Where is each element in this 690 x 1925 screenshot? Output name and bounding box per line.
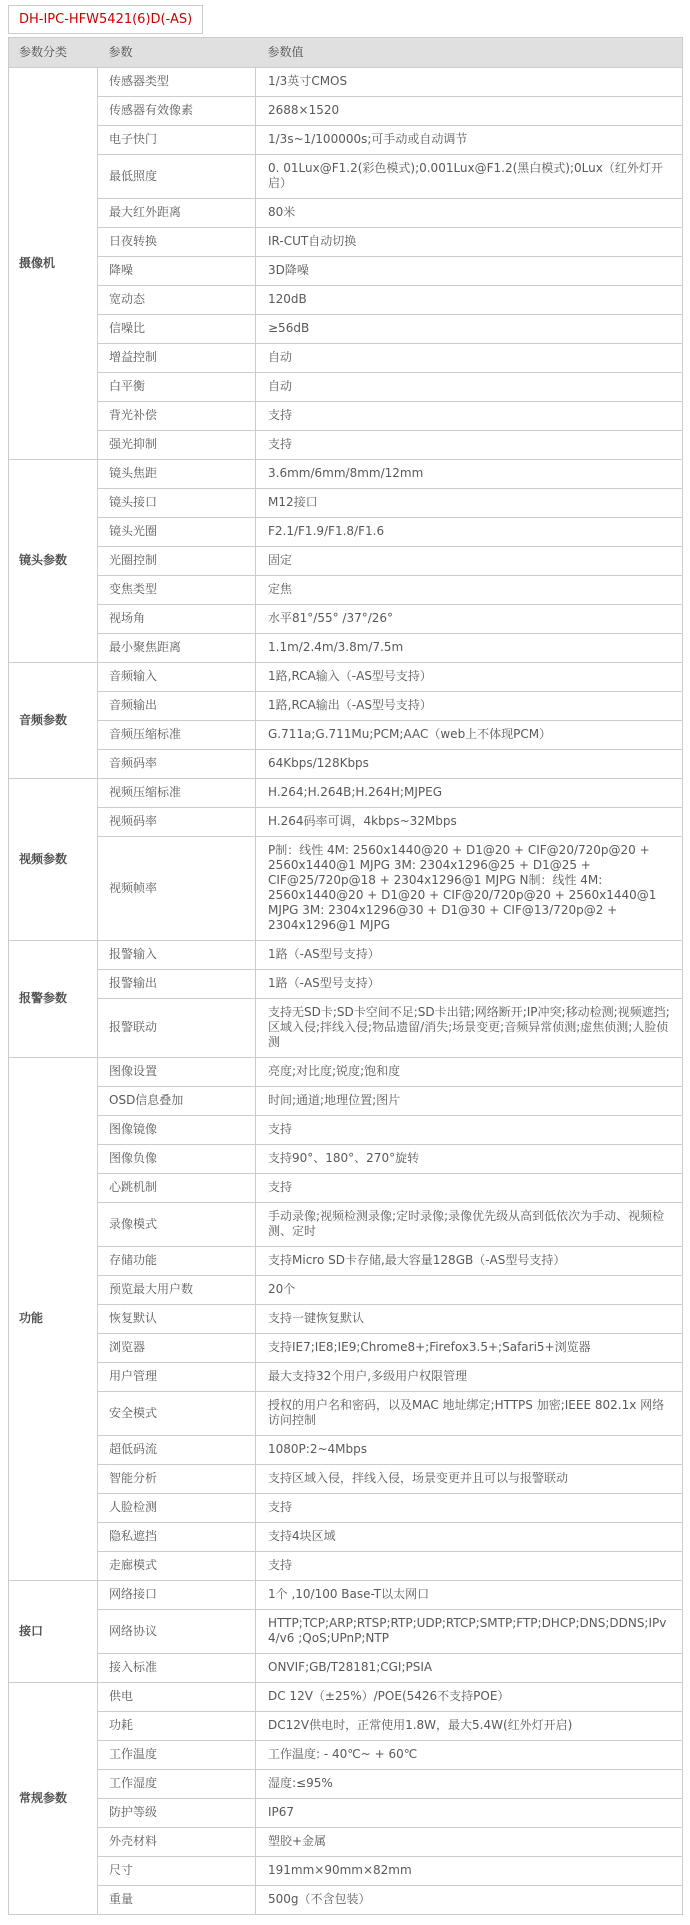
- param-cell: 最低照度: [98, 155, 256, 199]
- value-cell: 1路,RCA输出（-AS型号支持）: [256, 692, 683, 721]
- param-cell: 视频码率: [98, 808, 256, 837]
- value-cell: 工作温度: - 40℃~ + 60℃: [256, 1741, 683, 1770]
- value-cell: 自动: [256, 344, 683, 373]
- model-name: DH-IPC-HFW5421(6)D(-AS): [19, 12, 193, 27]
- category-cell: 接口: [9, 1581, 98, 1683]
- param-cell: 报警联动: [98, 999, 256, 1058]
- table-row: [9, 1494, 683, 1523]
- table-row: [9, 1174, 683, 1203]
- table-row: [9, 1886, 683, 1915]
- category-cell: 视频参数: [9, 779, 98, 941]
- param-cell: 网络接口: [98, 1581, 256, 1610]
- table-row: [9, 779, 683, 808]
- param-cell: 图像设置: [98, 1058, 256, 1087]
- table-row: [9, 1610, 683, 1654]
- table-row: [9, 1305, 683, 1334]
- param-cell: 走廊模式: [98, 1552, 256, 1581]
- param-cell: 网络协议: [98, 1610, 256, 1654]
- param-cell: OSD信息叠加: [98, 1087, 256, 1116]
- param-cell: 用户管理: [98, 1363, 256, 1392]
- table-row: [9, 663, 683, 692]
- param-cell: 录像模式: [98, 1203, 256, 1247]
- param-cell: 音频输出: [98, 692, 256, 721]
- param-cell: 心跳机制: [98, 1174, 256, 1203]
- value-cell: 支持一键恢复默认: [256, 1305, 683, 1334]
- value-cell: ≥56dB: [256, 315, 683, 344]
- category-cell: 功能: [9, 1058, 98, 1581]
- value-cell: 固定: [256, 547, 683, 576]
- table-row: [9, 518, 683, 547]
- table-row: [9, 692, 683, 721]
- table-row: [9, 1436, 683, 1465]
- value-cell: 支持90°、180°、270°旋转: [256, 1145, 683, 1174]
- param-cell: 浏览器: [98, 1334, 256, 1363]
- param-cell: 白平衡: [98, 373, 256, 402]
- value-cell: 1/3英寸CMOS: [256, 68, 683, 97]
- category-cell: 报警参数: [9, 941, 98, 1058]
- table-row: [9, 1465, 683, 1494]
- value-cell: 支持: [256, 1552, 683, 1581]
- table-row: [9, 373, 683, 402]
- table-row: [9, 155, 683, 199]
- param-cell: 强光抑制: [98, 431, 256, 460]
- table-row: [9, 1334, 683, 1363]
- param-cell: 接入标准: [98, 1654, 256, 1683]
- value-cell: ONVIF;GB/T28181;CGI;PSIA: [256, 1654, 683, 1683]
- value-cell: 191mm×90mm×82mm: [256, 1857, 683, 1886]
- table-row: [9, 1581, 683, 1610]
- value-cell: 3.6mm/6mm/8mm/12mm: [256, 460, 683, 489]
- table-row: [9, 808, 683, 837]
- value-cell: 支持无SD卡;SD卡空间不足;SD卡出错;网络断开;IP冲突;移动检测;视频遮挡;区域入侵;拌线入侵;物品遗留/消失;场景变更;音频异常侦测;虚焦侦测;人脸侦测: [256, 999, 683, 1058]
- table-row: [9, 721, 683, 750]
- category-cell: 常规参数: [9, 1683, 98, 1915]
- param-cell: 防护等级: [98, 1799, 256, 1828]
- header-row: [9, 38, 683, 68]
- value-cell: IR-CUT自动切换: [256, 228, 683, 257]
- value-cell: P制：线性 4M: 2560x1440@20 + D1@20 + CIF@20/720p@20 + 2560x1440@1 MJPG 3M: 2304x1296@25 + D1@25 + CIF@25/720p@18 + 2304x1296@1 MJPG N制：线性 4M: 2560x1440@20 + D1@20 + CIF@20/720p@20 + 2560x1440@1 MJPG 3M: 2304x1296@30 + D1@30 + CIF@13/720p@2 + 2304x1296@1 MJPG: [256, 837, 683, 941]
- value-cell: 1个 ,10/100 Base-T以太网口: [256, 1581, 683, 1610]
- value-cell: M12接口: [256, 489, 683, 518]
- value-cell: 支持: [256, 402, 683, 431]
- param-cell: 图像镜像: [98, 1116, 256, 1145]
- table-row: [9, 1712, 683, 1741]
- param-cell: 最小聚焦距离: [98, 634, 256, 663]
- param-cell: 视场角: [98, 605, 256, 634]
- table-row: [9, 1828, 683, 1857]
- table-row: [9, 126, 683, 155]
- table-row: [9, 489, 683, 518]
- spec-table-body: [9, 68, 683, 1915]
- param-cell: 供电: [98, 1683, 256, 1712]
- table-row: [9, 1363, 683, 1392]
- value-cell: 1.1m/2.4m/3.8m/7.5m: [256, 634, 683, 663]
- value-cell: 3D降噪: [256, 257, 683, 286]
- value-cell: 支持: [256, 1174, 683, 1203]
- model-badge: [8, 5, 203, 34]
- value-cell: DC 12V（±25%）/POE(5426不支持POE）: [256, 1683, 683, 1712]
- table-row: [9, 1276, 683, 1305]
- value-cell: 自动: [256, 373, 683, 402]
- param-cell: 外壳材料: [98, 1828, 256, 1857]
- param-cell: 传感器有效像素: [98, 97, 256, 126]
- value-cell: 手动录像;视频检测录像;定时录像;录像优先级从高到低依次为手动、视频检测、定时: [256, 1203, 683, 1247]
- param-cell: 电子快门: [98, 126, 256, 155]
- category-cell: 音频参数: [9, 663, 98, 779]
- value-cell: 64Kbps/128Kbps: [256, 750, 683, 779]
- col-header-category: 参数分类: [9, 38, 98, 68]
- table-row: [9, 634, 683, 663]
- table-row: [9, 199, 683, 228]
- value-cell: H.264;H.264B;H.264H;MJPEG: [256, 779, 683, 808]
- value-cell: DC12V供电时，正常使用1.8W，最大5.4W(红外灯开启): [256, 1712, 683, 1741]
- table-row: [9, 1392, 683, 1436]
- table-row: [9, 315, 683, 344]
- table-row: [9, 1203, 683, 1247]
- param-cell: 音频压缩标准: [98, 721, 256, 750]
- value-cell: 1路（-AS型号支持）: [256, 970, 683, 999]
- param-cell: 变焦类型: [98, 576, 256, 605]
- table-row: [9, 1552, 683, 1581]
- value-cell: 水平81°/55° /37°/26°: [256, 605, 683, 634]
- param-cell: 宽动态: [98, 286, 256, 315]
- value-cell: 塑胶+金属: [256, 1828, 683, 1857]
- param-cell: 工作湿度: [98, 1770, 256, 1799]
- param-cell: 视频帧率: [98, 837, 256, 941]
- param-cell: 功耗: [98, 1712, 256, 1741]
- param-cell: 增益控制: [98, 344, 256, 373]
- table-row: [9, 1087, 683, 1116]
- table-row: [9, 344, 683, 373]
- value-cell: 1/3s~1/100000s;可手动或自动调节: [256, 126, 683, 155]
- table-row: [9, 1654, 683, 1683]
- value-cell: F2.1/F1.9/F1.8/F1.6: [256, 518, 683, 547]
- table-row: [9, 1741, 683, 1770]
- param-cell: 光圈控制: [98, 547, 256, 576]
- param-cell: 智能分析: [98, 1465, 256, 1494]
- param-cell: 视频压缩标准: [98, 779, 256, 808]
- table-row: [9, 1683, 683, 1712]
- category-cell: 镜头参数: [9, 460, 98, 663]
- value-cell: H.264码率可调，4kbps~32Mbps: [256, 808, 683, 837]
- table-row: [9, 1523, 683, 1552]
- value-cell: 定焦: [256, 576, 683, 605]
- table-row: [9, 68, 683, 97]
- value-cell: 支持区域入侵，拌线入侵，场景变更并且可以与报警联动: [256, 1465, 683, 1494]
- value-cell: 1路,RCA输入（-AS型号支持）: [256, 663, 683, 692]
- value-cell: 80米: [256, 199, 683, 228]
- value-cell: 最大支持32个用户,多级用户权限管理: [256, 1363, 683, 1392]
- value-cell: 湿度:≤95%: [256, 1770, 683, 1799]
- table-row: [9, 547, 683, 576]
- param-cell: 报警输出: [98, 970, 256, 999]
- param-cell: 镜头光圈: [98, 518, 256, 547]
- value-cell: 500g（不含包装）: [256, 1886, 683, 1915]
- param-cell: 存储功能: [98, 1247, 256, 1276]
- table-row: [9, 941, 683, 970]
- value-cell: 1路（-AS型号支持）: [256, 941, 683, 970]
- table-row: [9, 402, 683, 431]
- table-row: [9, 970, 683, 999]
- value-cell: 2688×1520: [256, 97, 683, 126]
- param-cell: 恢复默认: [98, 1305, 256, 1334]
- value-cell: G.711a;G.711Mu;PCM;AAC（web上不体现PCM）: [256, 721, 683, 750]
- spec-table-header: [9, 38, 683, 68]
- param-cell: 报警输入: [98, 941, 256, 970]
- value-cell: 支持: [256, 431, 683, 460]
- value-cell: 120dB: [256, 286, 683, 315]
- table-row: [9, 97, 683, 126]
- param-cell: 隐私遮挡: [98, 1523, 256, 1552]
- param-cell: 人脸检测: [98, 1494, 256, 1523]
- table-row: [9, 1116, 683, 1145]
- param-cell: 音频输入: [98, 663, 256, 692]
- table-row: [9, 1799, 683, 1828]
- param-cell: 重量: [98, 1886, 256, 1915]
- category-cell: 摄像机: [9, 68, 98, 460]
- param-cell: 预览最大用户数: [98, 1276, 256, 1305]
- value-cell: 授权的用户名和密码，以及MAC 地址绑定;HTTPS 加密;IEEE 802.1x 网络访问控制: [256, 1392, 683, 1436]
- value-cell: 20个: [256, 1276, 683, 1305]
- value-cell: IP67: [256, 1799, 683, 1828]
- param-cell: 信噪比: [98, 315, 256, 344]
- param-cell: 日夜转换: [98, 228, 256, 257]
- value-cell: 1080P:2~4Mbps: [256, 1436, 683, 1465]
- col-header-param: 参数: [98, 38, 256, 68]
- col-header-value: 参数值: [256, 38, 683, 68]
- param-cell: 超低码流: [98, 1436, 256, 1465]
- value-cell: 支持4块区域: [256, 1523, 683, 1552]
- param-cell: 镜头焦距: [98, 460, 256, 489]
- table-row: [9, 431, 683, 460]
- param-cell: 传感器类型: [98, 68, 256, 97]
- table-row: [9, 837, 683, 941]
- param-cell: 安全模式: [98, 1392, 256, 1436]
- param-cell: 背光补偿: [98, 402, 256, 431]
- table-row: [9, 605, 683, 634]
- table-row: [9, 1247, 683, 1276]
- param-cell: 尺寸: [98, 1857, 256, 1886]
- table-row: [9, 460, 683, 489]
- param-cell: 工作温度: [98, 1741, 256, 1770]
- table-row: [9, 257, 683, 286]
- table-row: [9, 999, 683, 1058]
- value-cell: 支持: [256, 1116, 683, 1145]
- table-row: [9, 1857, 683, 1886]
- param-cell: 最大红外距离: [98, 199, 256, 228]
- table-row: [9, 1770, 683, 1799]
- param-cell: 图像负像: [98, 1145, 256, 1174]
- table-row: [9, 228, 683, 257]
- param-cell: 降噪: [98, 257, 256, 286]
- value-cell: 0. 01Lux@F1.2(彩色模式);0.001Lux@F1.2(黑白模式);0Lux（红外灯开启）: [256, 155, 683, 199]
- value-cell: 亮度;对比度;锐度;饱和度: [256, 1058, 683, 1087]
- table-row: [9, 286, 683, 315]
- param-cell: 镜头接口: [98, 489, 256, 518]
- table-row: [9, 1058, 683, 1087]
- param-cell: 音频码率: [98, 750, 256, 779]
- table-row: [9, 576, 683, 605]
- spec-table: [8, 37, 683, 1915]
- value-cell: 支持Micro SD卡存储,最大容量128GB（-AS型号支持）: [256, 1247, 683, 1276]
- value-cell: 时间;通道;地理位置;图片: [256, 1087, 683, 1116]
- value-cell: 支持: [256, 1494, 683, 1523]
- value-cell: 支持IE7;IE8;IE9;Chrome8+;Firefox3.5+;Safari5+浏览器: [256, 1334, 683, 1363]
- table-row: [9, 750, 683, 779]
- table-row: [9, 1145, 683, 1174]
- value-cell: HTTP;TCP;ARP;RTSP;RTP;UDP;RTCP;SMTP;FTP;DHCP;DNS;DDNS;IPv4/v6 ;QoS;UPnP;NTP: [256, 1610, 683, 1654]
